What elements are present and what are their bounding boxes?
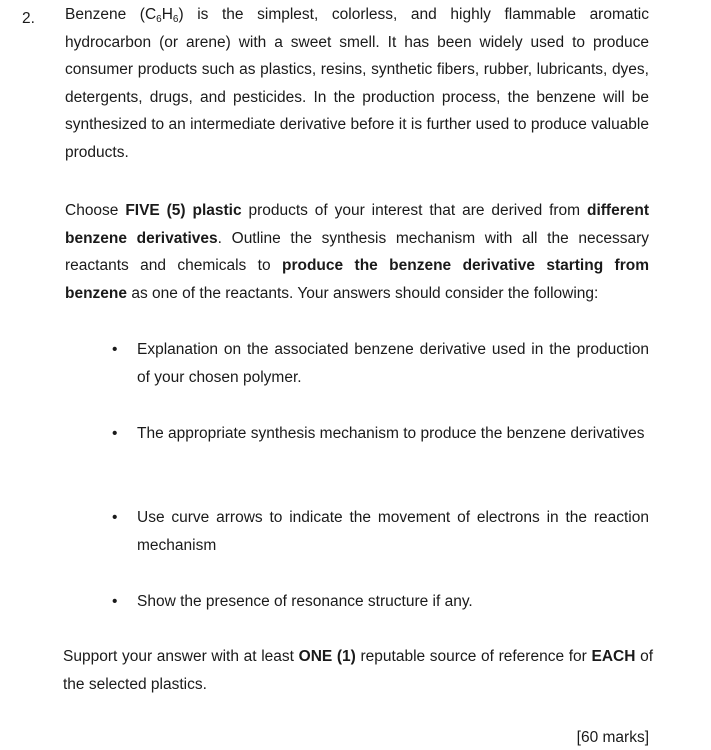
list-item: • Show the presence of resonance structure if any. xyxy=(137,588,649,616)
task-paragraph: Choose FIVE (5) plastic products of your interest that are derived from different benzene derivatives. Outline the synthesis mechanism with all the necessary reactants and chemicals to produce the benzene derivative starting from benzene as one of the reactants. Your answers should consider the following: xyxy=(65,202,649,302)
list-item: • Use curve arrows to indicate the movement of electrons in the reaction mechanism xyxy=(137,504,649,559)
support-paragraph: Support your answer with at least ONE (1) reputable source of reference for EACH of the selected plastics. xyxy=(63,648,654,693)
bullet-icon: • xyxy=(112,509,118,526)
intro-paragraph: Benzene $(C_6H_6)$ is the simplest, colorless, and highly flammable aromatic hydrocarbon (or arene) with a sweet smell. It has been widely used to produce consumer products such as plastics, resins, synthetic fibers, rubber, lubricants, dyes, detergents, drugs, and pesticides. In the production process, the benzene will be synthesized to an intermediate derivative before it is further used to produce valuable products. xyxy=(65,6,649,161)
bullet-icon: • xyxy=(112,593,118,610)
bullet-icon: • xyxy=(112,425,118,442)
list-item: • The appropriate synthesis mechanism to produce the benzene derivatives xyxy=(137,420,649,448)
bullet-icon: • xyxy=(112,341,118,358)
list-item: • Explanation on the associated benzene derivative used in the production of your chosen polymer. xyxy=(137,336,649,391)
question-number: 2. xyxy=(22,10,35,27)
marks-label: [60 marks] xyxy=(576,729,649,746)
